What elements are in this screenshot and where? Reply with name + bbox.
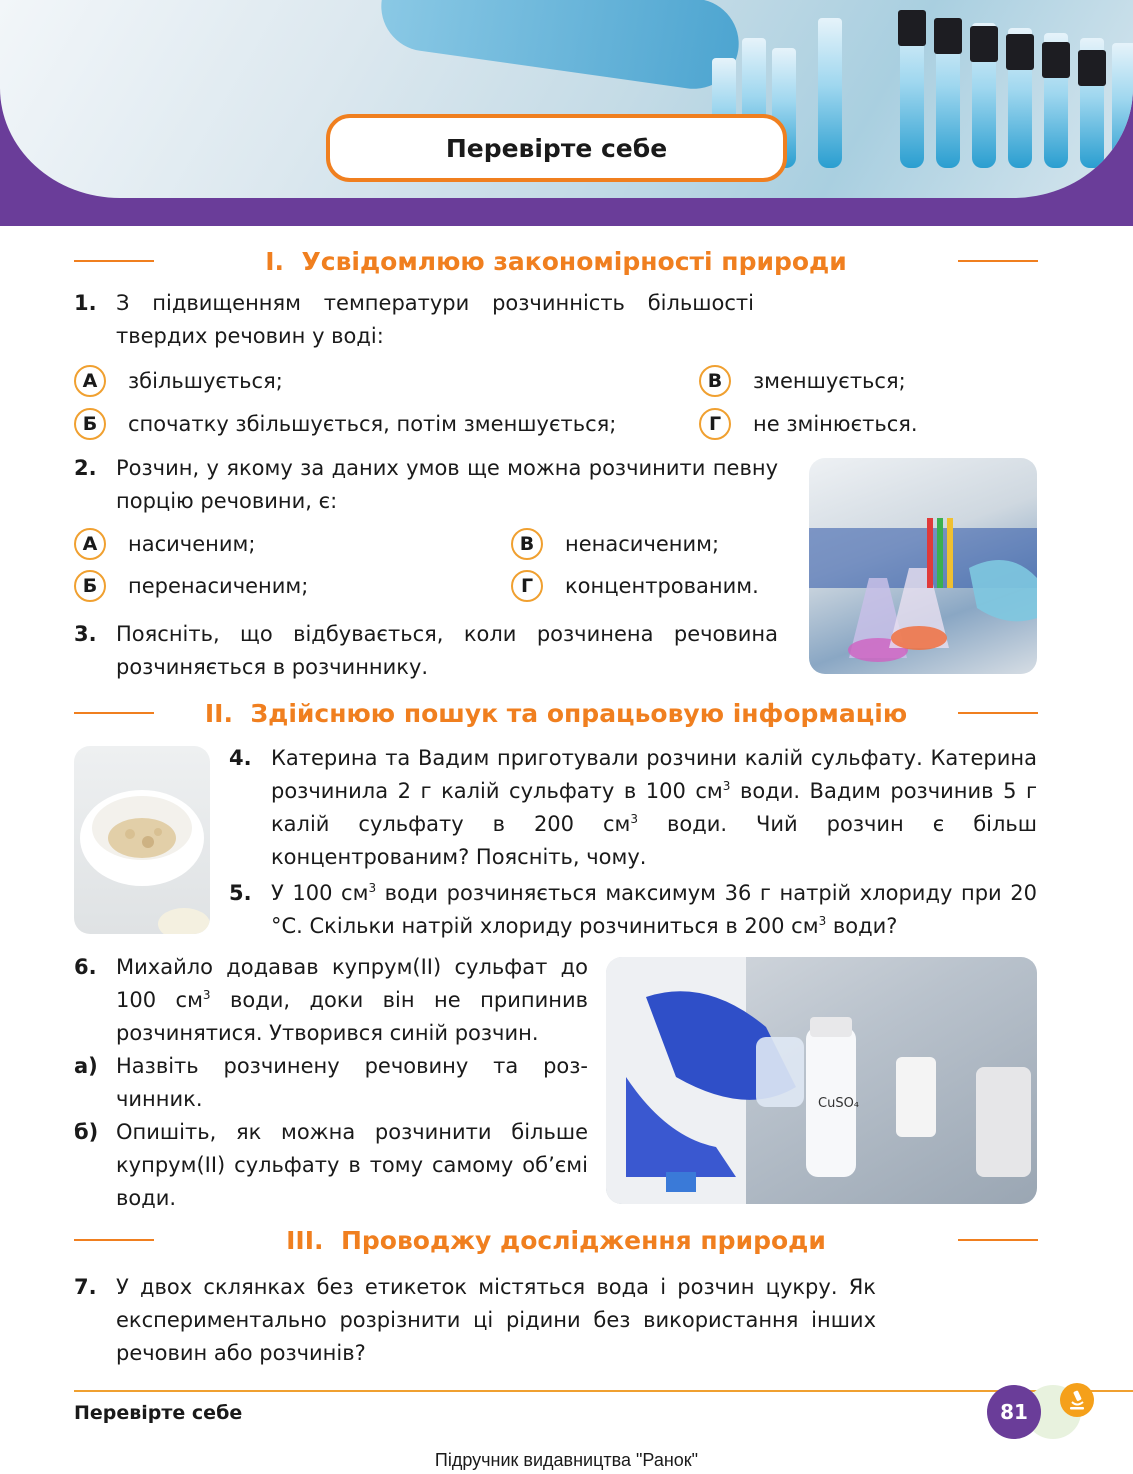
- publisher-credit: Підручник видавництва "Ранок": [434, 1450, 699, 1470]
- q2-option-g[interactable]: [511, 569, 759, 603]
- question-number: 1.: [74, 291, 97, 315]
- option-letter: Б: [74, 570, 106, 602]
- section-heading-3: [74, 1222, 1038, 1258]
- header-banner: [0, 0, 1133, 226]
- question-6a: [74, 1050, 588, 1116]
- superscript: 3: [202, 988, 211, 1002]
- question-text-part: У 100 см: [271, 881, 369, 905]
- sub-question-label: б): [74, 1120, 99, 1144]
- question-7: [74, 1271, 876, 1370]
- q1-option-b[interactable]: [74, 407, 616, 441]
- question-text-part: Катерина та Вадим приготували розчини калій сульфату. Катерина розчинила 2 г калій сульфату в 100 см: [271, 746, 1037, 803]
- question-number: 3.: [74, 622, 97, 646]
- question-text-part: Михайло додавав купрум(II) сульфат до 100 см: [116, 955, 588, 1012]
- option-letter: Б: [74, 408, 106, 440]
- option-letter: А: [74, 365, 106, 397]
- q1-option-g[interactable]: [699, 407, 918, 441]
- option-text: спочатку збільшується, потім зменшується;: [128, 412, 617, 436]
- question-text-part: води. Чий розчин є більш концентрованим? Поясніть, чому.: [271, 812, 1037, 869]
- question-5: [229, 877, 1037, 943]
- question-2: [74, 452, 778, 518]
- microscope-icon: [1060, 1383, 1094, 1417]
- q2-option-b[interactable]: [74, 569, 308, 603]
- lab-flasks-photo: [809, 458, 1037, 674]
- question-3: [74, 618, 778, 684]
- footer-divider: [74, 1390, 1133, 1392]
- sub-question-text: Опишіть, як можна розчинити більше купрум(II) сульфату в тому самому об’ємі води.: [116, 1120, 588, 1210]
- superscript: 3: [630, 812, 639, 826]
- section-heading-1: [74, 243, 1038, 279]
- option-text: не змінюється.: [753, 412, 918, 436]
- option-text: зменшується;: [753, 369, 906, 393]
- question-text: З підвищенням температури розчинність більшості твердих речовин у воді:: [116, 291, 754, 348]
- option-text: ненасиченим;: [565, 532, 720, 556]
- option-letter: Г: [511, 570, 543, 602]
- option-text: перенасиченим;: [128, 574, 309, 598]
- question-text: У двох склянках без етикеток містяться вода і розчин цукру. Як експериментально розрізнити ці рідини без використання інших речовин або розчинів?: [116, 1275, 876, 1365]
- section-title: Усвідомлюю закономірності природи: [301, 246, 847, 276]
- question-text-part: води, доки він не припинив розчинятися. Утворився синій розчин.: [116, 988, 588, 1045]
- q2-option-v[interactable]: [511, 527, 719, 561]
- question-text: Поясніть, що відбувається, коли розчинена речовина розчиняється в розчиннику.: [116, 622, 778, 679]
- question-6: [74, 951, 588, 1050]
- mortar-photo: [74, 746, 210, 934]
- sub-question-label: а): [74, 1054, 98, 1078]
- section-number: II.: [204, 698, 233, 728]
- page-title: Перевірте себе: [326, 114, 787, 182]
- question-number: 4.: [229, 746, 252, 770]
- superscript: 3: [722, 779, 731, 793]
- option-letter: В: [511, 528, 543, 560]
- superscript: 3: [368, 881, 377, 895]
- q1-option-a[interactable]: [74, 364, 283, 398]
- question-number: 2.: [74, 456, 97, 480]
- sub-question-text: Назвіть розчинену речовину та розчинник.: [116, 1054, 588, 1111]
- option-text: насиченим;: [128, 532, 256, 556]
- section-number: I.: [265, 246, 285, 276]
- question-text-part: води?: [826, 914, 898, 938]
- superscript: 3: [818, 914, 827, 928]
- option-text: збільшується;: [128, 369, 283, 393]
- section-title: Проводжу дослідження природи: [340, 1225, 826, 1255]
- cuso4-label: CuSO₄: [818, 1096, 860, 1111]
- lab-glove-photo: [606, 957, 1037, 1204]
- question-text-part: води розчиняється максимум 36 г натрій хлориду при 20 °C. Скільки натрій хлориду розчиниться в 200 см: [271, 881, 1038, 938]
- q2-option-a[interactable]: [74, 527, 255, 561]
- section-title: Здійснюю пошук та опрацьовую інформацію: [250, 698, 908, 728]
- option-letter: Г: [699, 408, 731, 440]
- section-heading-2: [74, 695, 1038, 731]
- question-4: [229, 742, 1037, 874]
- question-6b: [74, 1116, 588, 1215]
- question-number: 7.: [74, 1275, 97, 1299]
- footer-section-title: Перевірте себе: [74, 1402, 243, 1424]
- question-number: 5.: [229, 881, 252, 905]
- option-text: концентрованим.: [565, 574, 759, 598]
- question-text-part: води. Вадим розчинив 5 г калій сульфату в 200 см: [271, 779, 1037, 836]
- question-1: [74, 287, 754, 353]
- option-letter: В: [699, 365, 731, 397]
- question-text: Розчин, у якому за даних умов ще можна розчинити певну порцію речовини, є:: [116, 456, 778, 513]
- question-number: 6.: [74, 955, 97, 979]
- section-number: III.: [286, 1225, 324, 1255]
- q1-option-v[interactable]: [699, 364, 906, 398]
- page-number: 81: [987, 1385, 1041, 1439]
- option-letter: А: [74, 528, 106, 560]
